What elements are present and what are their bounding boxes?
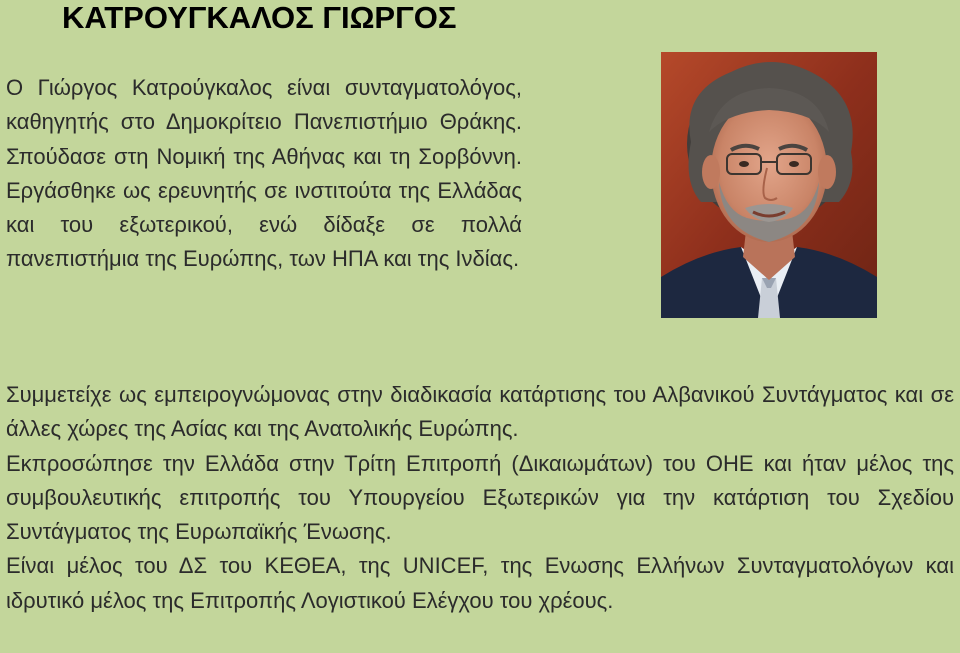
paragraph-representation: Εκπροσώπησε την Ελλάδα στην Τρίτη Επιτροπή (Δικαιωμάτων) του ΟΗΕ και ήταν μέλος της συμβουλευτικής επιτροπής του Υπουργείου Εξωτερικών για την κατάρτιση του Σχεδίου Συντάγματος της Ευρωπαϊκής Ένωσης.: [6, 450, 954, 545]
page-title: ΚΑΤΡΟΥΓΚΑΛΟΣ ΓΙΩΡΓΟΣ: [62, 0, 457, 35]
body-text: [6, 378, 954, 618]
paragraph-consulting: Συμμετείχε ως εμπειρογνώμονας στην διαδικασία κατάρτισης του Αλβανικού Συντάγματος και σε άλλες χώρες της Ασίας και της Ανατολικής Ευρώπης.: [6, 382, 954, 442]
intro-paragraph: Ο Γιώργος Κατρούγκαλος είναι συνταγματολόγος, καθηγητής στο Δημοκρίτειο Πανεπιστήμιο Θράκης. Σπούδασε στη Νομική της Αθήνας και τη Σορβόννη. Εργάσθηκε ως ερευνητής σε ινστιτούτα της Ελλάδας και του εξωτερικού, ενώ δίδαξε σε πολλά πανεπιστήμια της Ευρώπης, των ΗΠΑ και της Ινδίας.: [6, 75, 522, 272]
paragraph-memberships: Είναι μέλος του ΔΣ του ΚΕΘΕΑ, της UNICEF, της Ενωσης Ελλήνων Συνταγματολόγων και ιδρυτικό μέλος της Επιτροπής Λογιστικού Ελέγχου του χρέους.: [6, 553, 954, 613]
portrait-photo: [661, 52, 877, 318]
